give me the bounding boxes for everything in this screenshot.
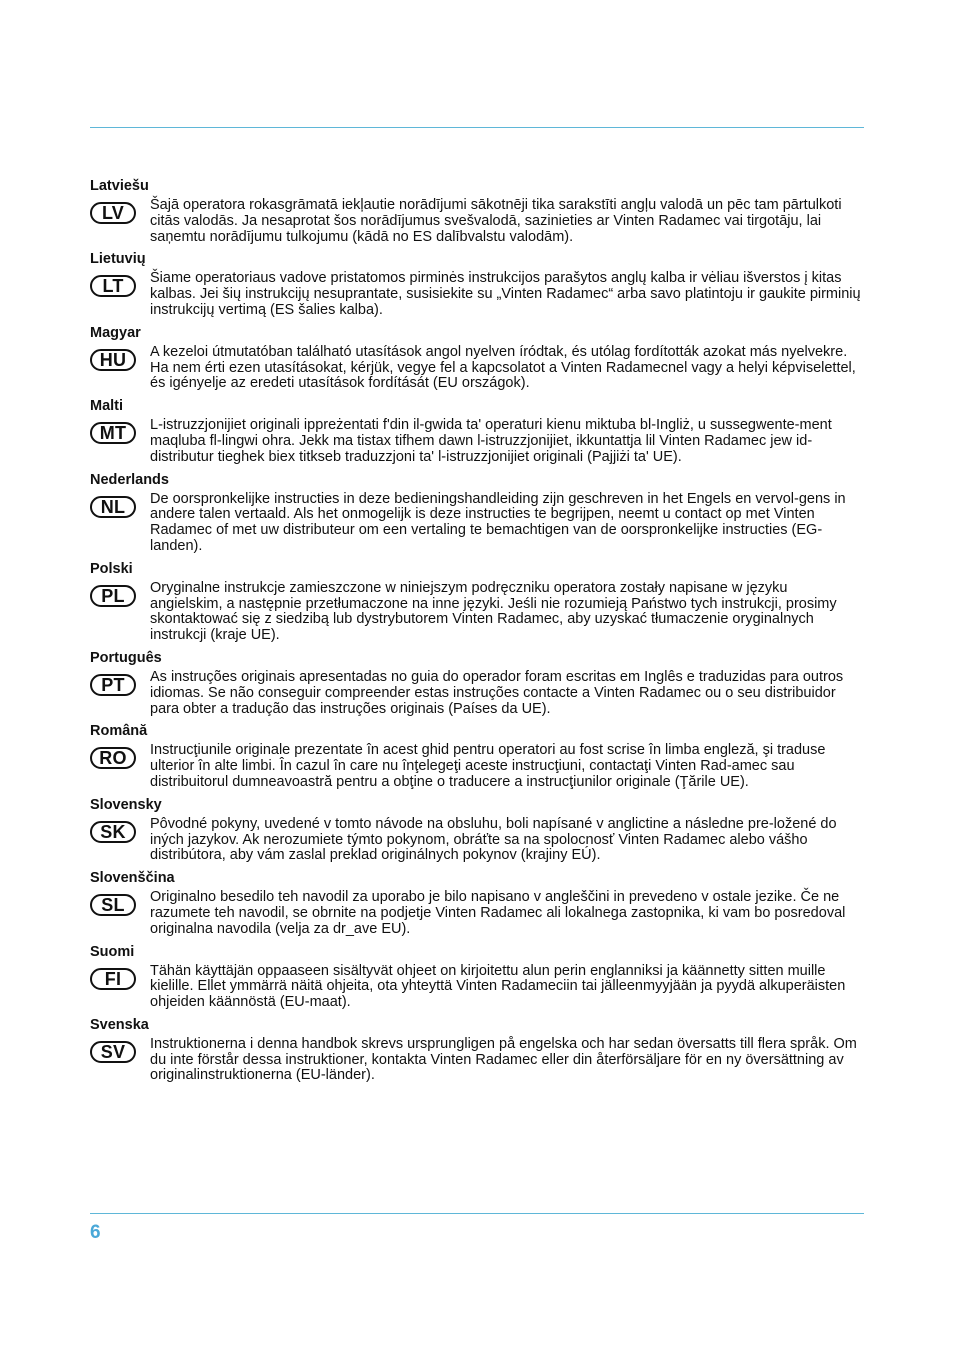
section-text: Instrucţiunile originale prezentate în acest ghid pentru operatori au fost scrise în limba engleză, şi traduse ulterior în alte limbi. În cazul în care nu înţelegeţi aceste instrucţiuni, contactaţi Vinten Rad-amec sau distribuitorul dumneavoastră pentru a obţine o traducere a instrucţiunilor originale (Ţările UE). <box>150 742 826 790</box>
language-code-badge: PL <box>90 585 136 607</box>
language-code-badge: LT <box>90 275 136 297</box>
language-code-badge: HU <box>90 349 136 371</box>
section-heading: Svenska <box>90 1016 149 1033</box>
section-heading: Slovenščina <box>90 870 175 887</box>
section-text: Tähän käyttäjän oppaaseen sisältyvät ohjeet on kirjoitettu alun perin englanniksi ja käännetty sitten muille kielille. Ellet ymmärrä näitä ohjeita, ota yhteyttä Vinten Radameciin tai jälleenmyyjään ja pyydä alkuperäisten ohjeiden käännöstä (EU-maat). <box>150 962 846 1011</box>
section-heading: Nederlands <box>90 471 169 488</box>
section-svenska <box>90 1017 864 1084</box>
section-latviesu <box>90 178 864 245</box>
language-code-badge: SK <box>90 821 136 843</box>
section-text: De oorspronkelijke instructies in deze bedieningshandleiding zijn geschreven in het Engels en vervol-gens in andere talen vertaald. Als het onmogelijk is deze instructies te begrijpen, neemt u contact op met Vinten Radamec of met uw distributeur om een vertaling te bemachtigen van de oorspronkelijke instructies (EG-landen). <box>150 490 846 554</box>
section-heading: Magyar <box>90 324 141 341</box>
section-slovensky <box>90 797 864 864</box>
section-text: Pôvodné pokyny, uvedené v tomto návode na obsluhu, boli napísané v anglictine a následne pre-ložené do iných jazykov. Ak nerozumiete týmto pokynom, obráťte sa na spolocnosť Vinten Radamec alebo vášho distribútora, aby vám zaslal preklad originálnych pokynov (krajiny EÚ). <box>150 815 837 864</box>
language-code-badge: NL <box>90 496 136 518</box>
section-heading: Slovensky <box>90 796 162 813</box>
page-number: 6 <box>90 1222 101 1243</box>
section-text: As instruções originais apresentadas no guia do operador foram escritas em Inglês e traduzidas para outros idiomas. Se não conseguir compreender estas instruções contacte a Vinten Radamec ou o seu distribuidor para obter a tradução das instruções originais (Países da UE). <box>150 668 844 717</box>
language-code-badge: FI <box>90 968 136 990</box>
section-text: Originalno besedilo teh navodil za uporabo je bilo napisano v angleščini in prevedeno v ostale jezike. Če ne razumete teh navodil, se obrnite na podjetje Vinten Radamec ali lokalnega zastopnika, ki vam bo posredoval originalna navodila (velja za dr_ave EU). <box>150 889 846 937</box>
language-sections <box>90 178 864 1084</box>
language-code-badge: MT <box>90 422 136 444</box>
section-text: Šiame operatoriaus vadove pristatomos pirminės instrukcijos parašytos anglų kalba ir vėliau išverstos į kitas kalbas. Jei šių instrukcijų nesuprantate, susisiekite su „Vinten Radamec“ arba savo platintoju ir gaukite pirminių instrukcijų vertimą (ES šalies kalba). <box>150 270 861 318</box>
section-text: Oryginalne instrukcje zamieszczone w niniejszym podręczniku operatora zostały napisane w języku angielskim, a następnie przetłumaczone na inne języki. Jeśli nie rozumieją Państwo tych instrukcji, prosimy skontaktować się z siedzibą lub dystrybutorem Vinten Radamec, aby uzyskać tłumaczenie oryginalnych instrukcji (kraje UE). <box>150 579 837 644</box>
section-heading: Română <box>90 723 148 740</box>
section-text: Instruktionerna i denna handbok skrevs ursprungligen på engelska och har sedan översatts till flera språk. Om du inte förstår dessa instruktioner, kontakta Vinten Radamec eller din återförsäljare för en ny översättning av originalinstruktionerna (EU-länder). <box>150 1035 857 1084</box>
section-suomi <box>90 944 864 1011</box>
section-lietuviu <box>90 251 864 318</box>
section-slovenscina <box>90 870 864 937</box>
section-text: Šajā operatora rokasgrāmatā iekļautie norādījumi sākotnēji tika sarakstīti angļu valodā un pēc tam pārtulkoti citās valodās. Ja nesaprotat šos norādījumus svešvalodā, sazinieties ar Vinten Radamec vai tirgotāju, lai saņemtu norādījumu tulkojumu (kādā no ES dalībvalstu valodām). <box>150 197 842 245</box>
bottom-rule <box>90 1213 864 1214</box>
section-portugues <box>90 650 864 717</box>
section-heading: Malti <box>90 398 124 415</box>
language-code-badge: SV <box>90 1041 136 1063</box>
section-text: L-istruzzjonijiet originali ippreżentati f'din il-gwida ta' operaturi kienu miktuba bl-Ingliż, u sussegwente-ment maqluba fl-lingwi ohra. Jekk ma tistax tifhem dawn l-istruzzjonijiet, ikkuntattja lil Vinten Radamec jew id-distributur tieghek biex titkseb traduzzjoni ta' l-istruzzjonijiet originali (Pajjiżi ta' UE). <box>150 417 832 465</box>
top-rule <box>90 127 864 128</box>
section-polski <box>90 561 864 644</box>
section-nederlands <box>90 472 864 555</box>
section-heading: Latviešu <box>90 178 149 194</box>
language-code-badge: RO <box>90 747 136 769</box>
section-heading: Suomi <box>90 943 135 960</box>
language-code-badge: PT <box>90 674 136 696</box>
section-heading: Português <box>90 649 162 666</box>
section-text: A kezeloi útmutatóban található utasítások angol nyelven íródtak, és utólag fordították azokat más nyelvekre. Ha nem érti ezen utasításokat, kérjük, vegye fel a kapcsolatot a Vinten Radamecnel vagy a helyi képviselettel, és igényelje az eredeti utasítások fordítását (EU országok). <box>150 343 856 392</box>
language-code-badge: LV <box>90 202 136 224</box>
language-code-badge: SL <box>90 894 136 916</box>
section-malti <box>90 398 864 465</box>
section-romana <box>90 723 864 790</box>
section-heading: Polski <box>90 560 133 577</box>
section-heading: Lietuvių <box>90 251 146 268</box>
section-magyar <box>90 325 864 392</box>
